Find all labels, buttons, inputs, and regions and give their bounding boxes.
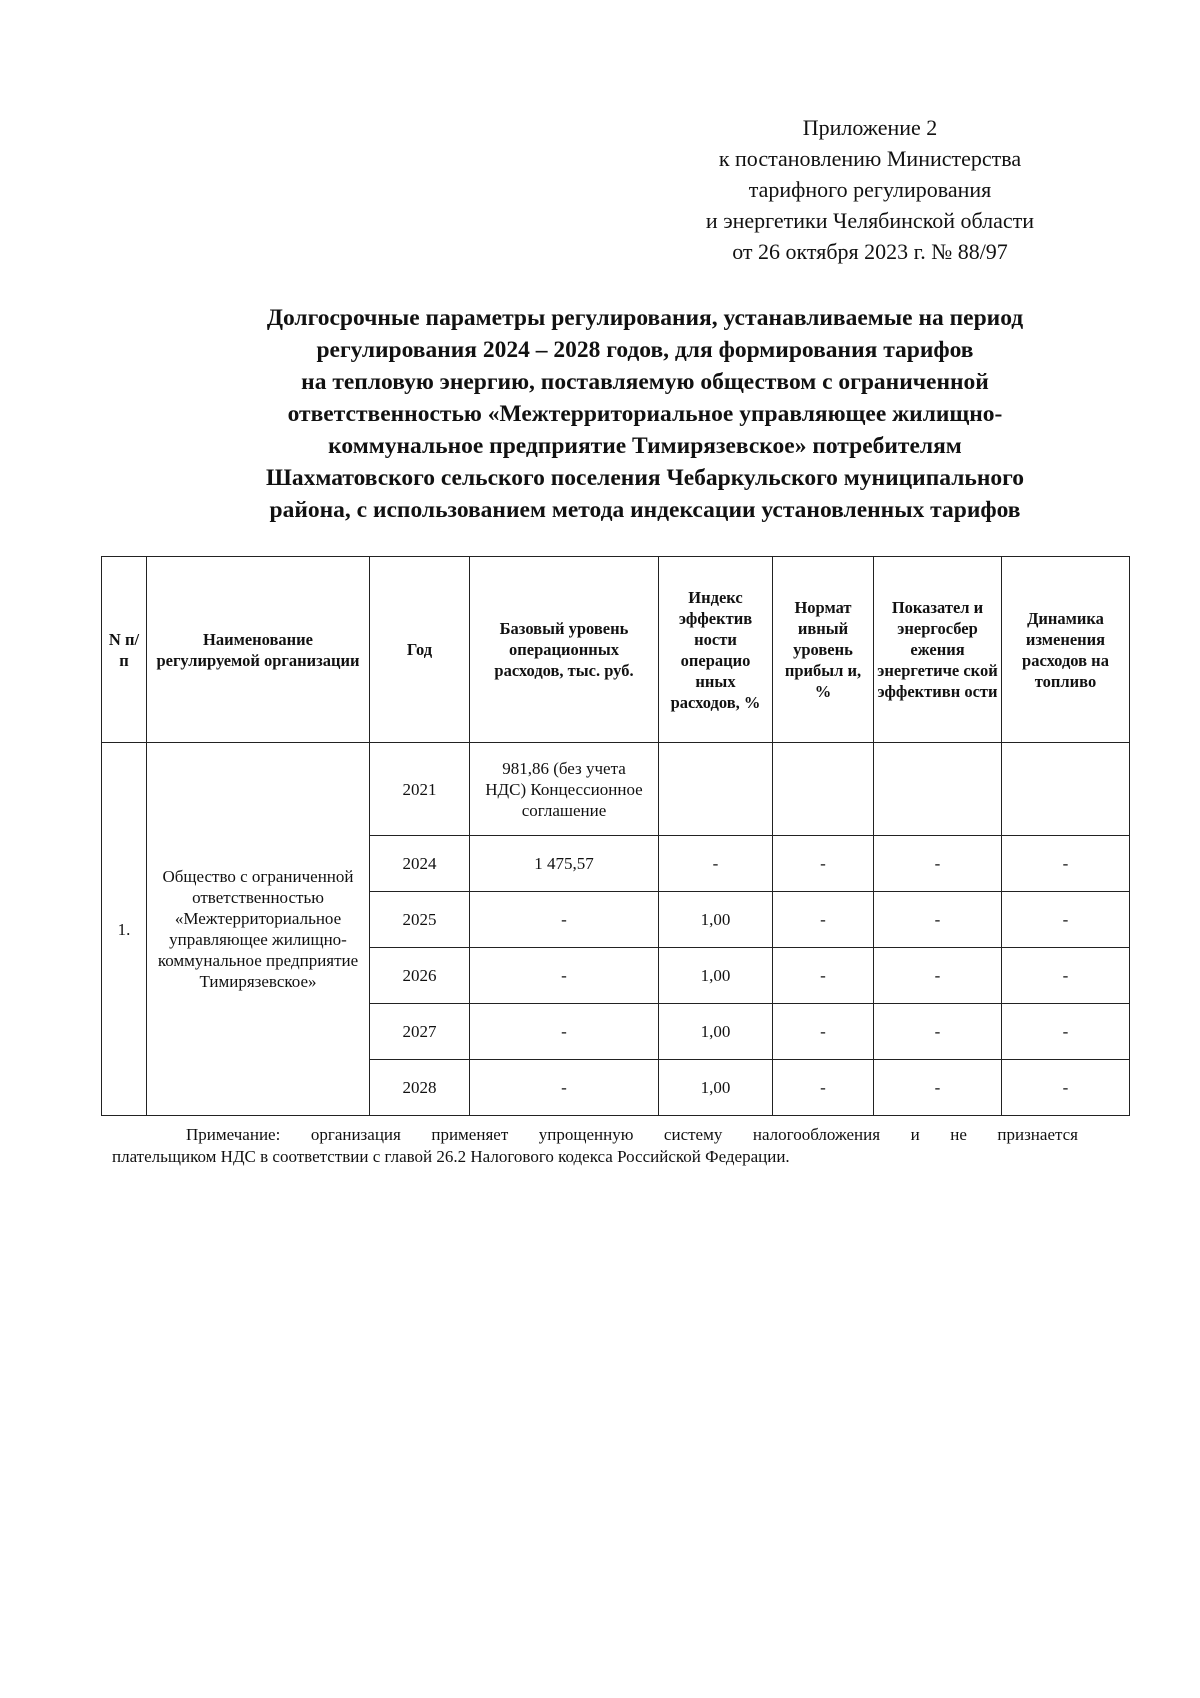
profit-level-cell: -: [773, 1060, 874, 1116]
fuel-dynamics-cell: -: [1002, 1060, 1130, 1116]
row-number: 1.: [102, 743, 147, 1116]
table-row: [102, 743, 1130, 836]
header-base-opex: Базовый уровень операционных расходов, тыс. руб.: [470, 557, 659, 743]
fuel-dynamics-cell: -: [1002, 948, 1130, 1004]
title-line: ответственностью «Межтерриториальное управляющее жилищно-: [287, 401, 1003, 427]
footnote-line: плательщиком НДС в соответствии с главой 26.2 Налогового кодекса Российской Федерации.: [112, 1147, 790, 1166]
year-cell: 2027: [370, 1004, 470, 1060]
profit-level-cell: -: [773, 836, 874, 892]
header-number: N п/ п: [102, 557, 147, 743]
title-line: на тепловую энергию, поставляемую обществом с ограниченной: [301, 369, 989, 395]
profit-level-cell: [773, 743, 874, 836]
title-line: коммунальное предприятие Тимирязевское» потребителям: [328, 433, 962, 459]
parameters-table: [101, 556, 1130, 1116]
footnote-line: Примечание: организация применяет упрощенную систему налогообложения и не признается: [186, 1125, 1078, 1144]
energy-saving-cell: [874, 743, 1002, 836]
appendix-line: к постановлению Министерства: [718, 146, 1022, 171]
fuel-dynamics-cell: [1002, 743, 1130, 836]
title-line: Долгосрочные параметры регулирования, устанавливаемые на период: [266, 305, 1024, 331]
fuel-dynamics-cell: -: [1002, 892, 1130, 948]
header-energy-saving: Показател и энергосбер ежения энергетиче ской эффективн ости: [874, 557, 1002, 743]
fuel-dynamics-cell: -: [1002, 836, 1130, 892]
base-opex-cell: -: [470, 892, 659, 948]
energy-saving-cell: -: [874, 948, 1002, 1004]
header-year: Год: [370, 557, 470, 743]
appendix-block: [620, 112, 1120, 267]
efficiency-index-cell: 1,00: [659, 892, 773, 948]
header-profit-level: Нормат ивный уровень прибыл и, %: [773, 557, 874, 743]
base-opex-cell: 981,86 (без учета НДС) Концессионное соглашение: [470, 743, 659, 836]
efficiency-index-cell: -: [659, 836, 773, 892]
base-opex-cell: -: [470, 1060, 659, 1116]
profit-level-cell: -: [773, 892, 874, 948]
energy-saving-cell: -: [874, 892, 1002, 948]
efficiency-index-cell: [659, 743, 773, 836]
efficiency-index-cell: 1,00: [659, 1004, 773, 1060]
title-line: района, с использованием метода индексации установленных тарифов: [269, 497, 1021, 523]
year-cell: 2026: [370, 948, 470, 1004]
base-opex-cell: -: [470, 948, 659, 1004]
year-cell: 2024: [370, 836, 470, 892]
header-organization: Наименование регулируемой организации: [147, 557, 370, 743]
header-row: [102, 557, 1130, 743]
year-cell: 2021: [370, 743, 470, 836]
profit-level-cell: -: [773, 948, 874, 1004]
appendix-line: тарифного регулирования: [748, 177, 992, 202]
title-line: Шахматовского сельского поселения Чебаркульского муниципального: [266, 465, 1024, 491]
energy-saving-cell: -: [874, 836, 1002, 892]
efficiency-index-cell: 1,00: [659, 948, 773, 1004]
appendix-line: от 26 октября 2023 г. № 88/97: [732, 239, 1008, 264]
header-fuel-dynamics: Динамика изменения расходов на топливо: [1002, 557, 1130, 743]
profit-level-cell: -: [773, 1004, 874, 1060]
appendix-line: Приложение 2: [802, 115, 938, 140]
efficiency-index-cell: 1,00: [659, 1060, 773, 1116]
document-title: [110, 302, 1180, 526]
base-opex-cell: 1 475,57: [470, 836, 659, 892]
fuel-dynamics-cell: -: [1002, 1004, 1130, 1060]
appendix-line: и энергетики Челябинской области: [705, 208, 1035, 233]
energy-saving-cell: -: [874, 1060, 1002, 1116]
year-cell: 2028: [370, 1060, 470, 1116]
organization-name: Общество с ограниченной ответственностью «Межтерриториальное управляющее жилищно-коммунальное предприятие Тимирязевское»: [147, 743, 370, 1116]
year-cell: 2025: [370, 892, 470, 948]
title-line: регулирования 2024 – 2028 годов, для формирования тарифов: [316, 337, 974, 363]
header-efficiency-index: Индекс эффектив ности операцио нных расходов, %: [659, 557, 773, 743]
base-opex-cell: -: [470, 1004, 659, 1060]
footnote: [112, 1124, 1078, 1168]
energy-saving-cell: -: [874, 1004, 1002, 1060]
